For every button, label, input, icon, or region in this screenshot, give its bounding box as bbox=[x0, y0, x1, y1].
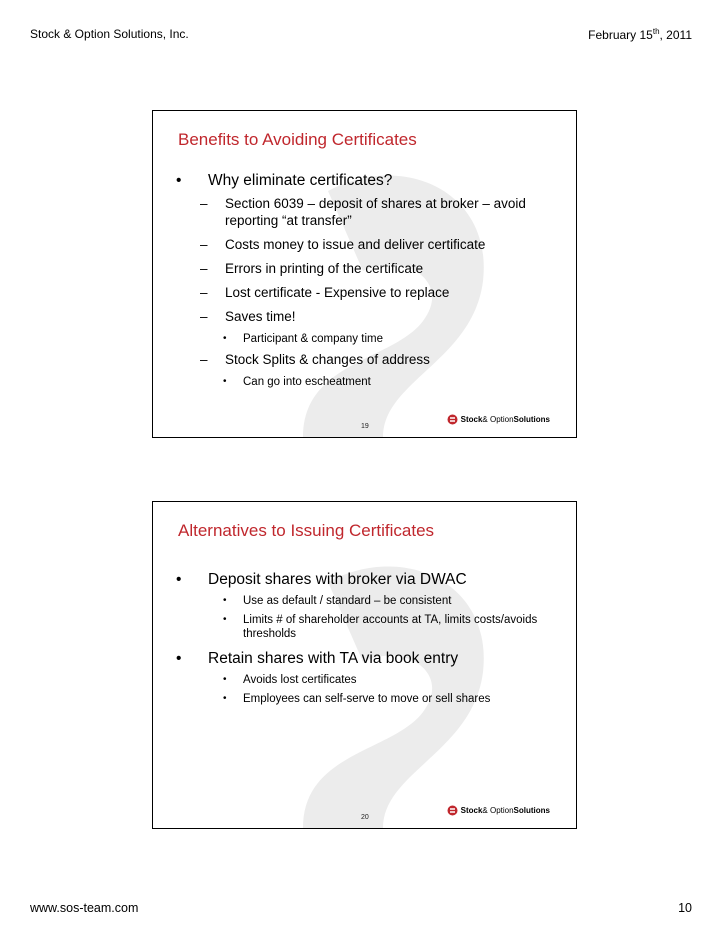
dash-item: – Lost certificate - Expensive to replace bbox=[200, 285, 450, 300]
dash-item: – Errors in printing of the certificate bbox=[200, 261, 424, 276]
slide-content bbox=[173, 570, 568, 711]
slide-title: Alternatives to Issuing Certificates bbox=[178, 521, 435, 540]
slide-title: Benefits to Avoiding Certificates bbox=[178, 130, 417, 149]
sub-bullet-item: • Limits # of shareholder accounts at TA, limits costs/avoids thresholds bbox=[223, 614, 538, 640]
bullet-item: • Why eliminate certificates? bbox=[176, 172, 393, 189]
document-header-company: Stock & Option Solutions, Inc. bbox=[30, 27, 189, 41]
sub-bullet-item: • Use as default / standard – be consistent bbox=[223, 595, 452, 607]
logo-mark-icon bbox=[447, 805, 458, 816]
bullet-item: • Retain shares with TA via book entry bbox=[176, 650, 459, 667]
bullet-item: • Deposit shares with broker via DWAC bbox=[176, 571, 467, 588]
company-logo: Stock & Option Solutions bbox=[447, 805, 550, 816]
sub-bullet-item: • Participant & company time bbox=[223, 333, 383, 345]
slide-number: 19 bbox=[361, 423, 369, 430]
slide-19 bbox=[152, 110, 577, 438]
sub-bullet-item: • Avoids lost certificates bbox=[223, 674, 357, 686]
slide-20 bbox=[152, 501, 577, 829]
slide-content bbox=[173, 171, 568, 394]
document-header-date: February 15th, 2011 bbox=[588, 27, 692, 42]
dash-item: – Costs money to issue and deliver certificate bbox=[200, 237, 486, 252]
logo-mark-icon bbox=[447, 414, 458, 425]
sub-bullet-item: • Employees can self-serve to move or sell shares bbox=[223, 693, 491, 705]
dash-item: – Saves time! bbox=[200, 309, 296, 324]
document-page-number: 10 bbox=[678, 901, 692, 915]
dash-item: – Section 6039 – deposit of shares at broker – avoid reporting “at transfer” bbox=[200, 196, 526, 228]
dash-item: – Stock Splits & changes of address bbox=[200, 352, 430, 367]
sub-bullet-item: • Can go into escheatment bbox=[223, 376, 371, 388]
company-logo: Stock & Option Solutions bbox=[447, 414, 550, 425]
document-footer-website: www.sos-team.com bbox=[30, 901, 139, 915]
slide-number: 20 bbox=[361, 814, 369, 821]
